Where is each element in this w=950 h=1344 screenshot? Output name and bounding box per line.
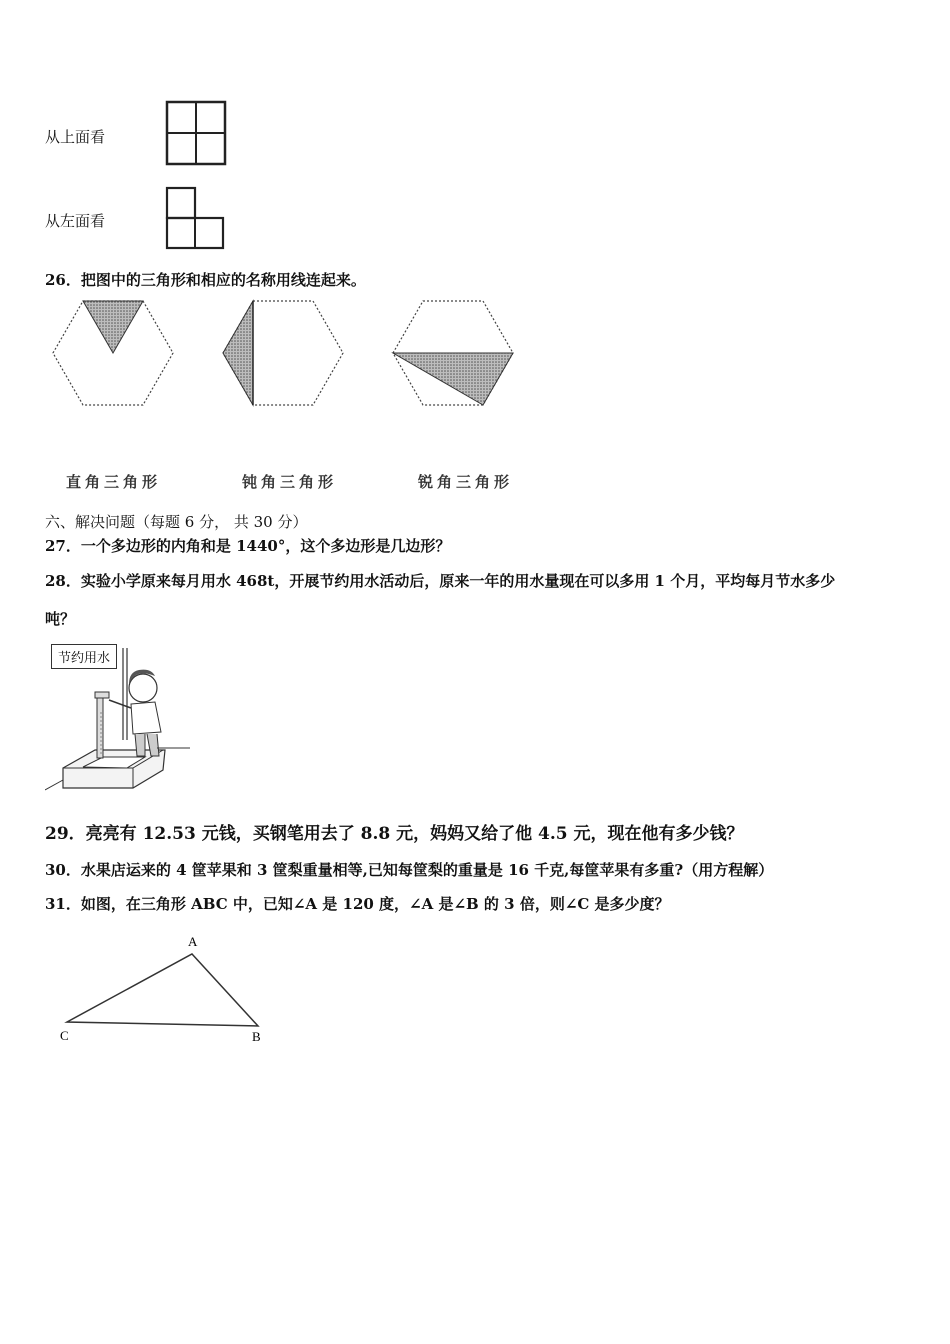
hexagon-2 (223, 301, 343, 405)
vertex-c-label: C (60, 1028, 69, 1043)
q28-text-line1: 28．实验小学原来每月用水 468t，开展节约用水活动后，原来一年的用水量现在可以多用 1 个月，平均每月节水多少 (45, 572, 836, 590)
left-view-label: 从左面看 (45, 212, 106, 230)
triangle-abc (55, 930, 275, 1050)
q27-text: 27．一个多边形的内角和是 1440°，这个多边形是几边形？ (45, 537, 451, 555)
name-right-triangle: 直角三角形 (66, 473, 162, 491)
section6-heading: 六、解决问题（每题 6 分， 共 30 分） (45, 513, 308, 531)
name-acute-triangle: 锐角三角形 (418, 473, 514, 491)
water-saving-illustration (45, 640, 195, 810)
top-view-label: 从上面看 (45, 128, 106, 146)
top-view-figure (160, 98, 232, 170)
hexagon-3 (393, 301, 513, 405)
left-view-figure (160, 184, 232, 256)
q30-text: 30．水果店运来的 4 筐苹果和 3 筐梨重量相等,已知每筐梨的重量是 16 千克,每筐苹果有多重?（用方程解） (45, 861, 774, 879)
q31-text: 31．如图，在三角形 ABC 中，已知∠A 是 120 度，∠A 是∠B 的 3 倍，则∠C 是多少度？ (45, 895, 670, 913)
sign-board: 节约用水 (51, 644, 117, 669)
hexagon-figures (45, 295, 535, 415)
vertex-b-label: B (252, 1029, 261, 1044)
vertex-a-label: A (188, 934, 198, 949)
name-obtuse-triangle: 钝角三角形 (242, 473, 338, 491)
q26-text: 26．把图中的三角形和相应的名称用线连起来。 (45, 271, 366, 289)
q29-text: 29．亮亮有 12.53 元钱，买钢笔用去了 8.8 元，妈妈又给了他 4.5 元，现在他有多少钱？ (45, 824, 744, 844)
q28-text-line2: 吨？ (45, 610, 76, 628)
hexagon-1 (53, 301, 173, 405)
boy-and-sink (45, 640, 195, 810)
